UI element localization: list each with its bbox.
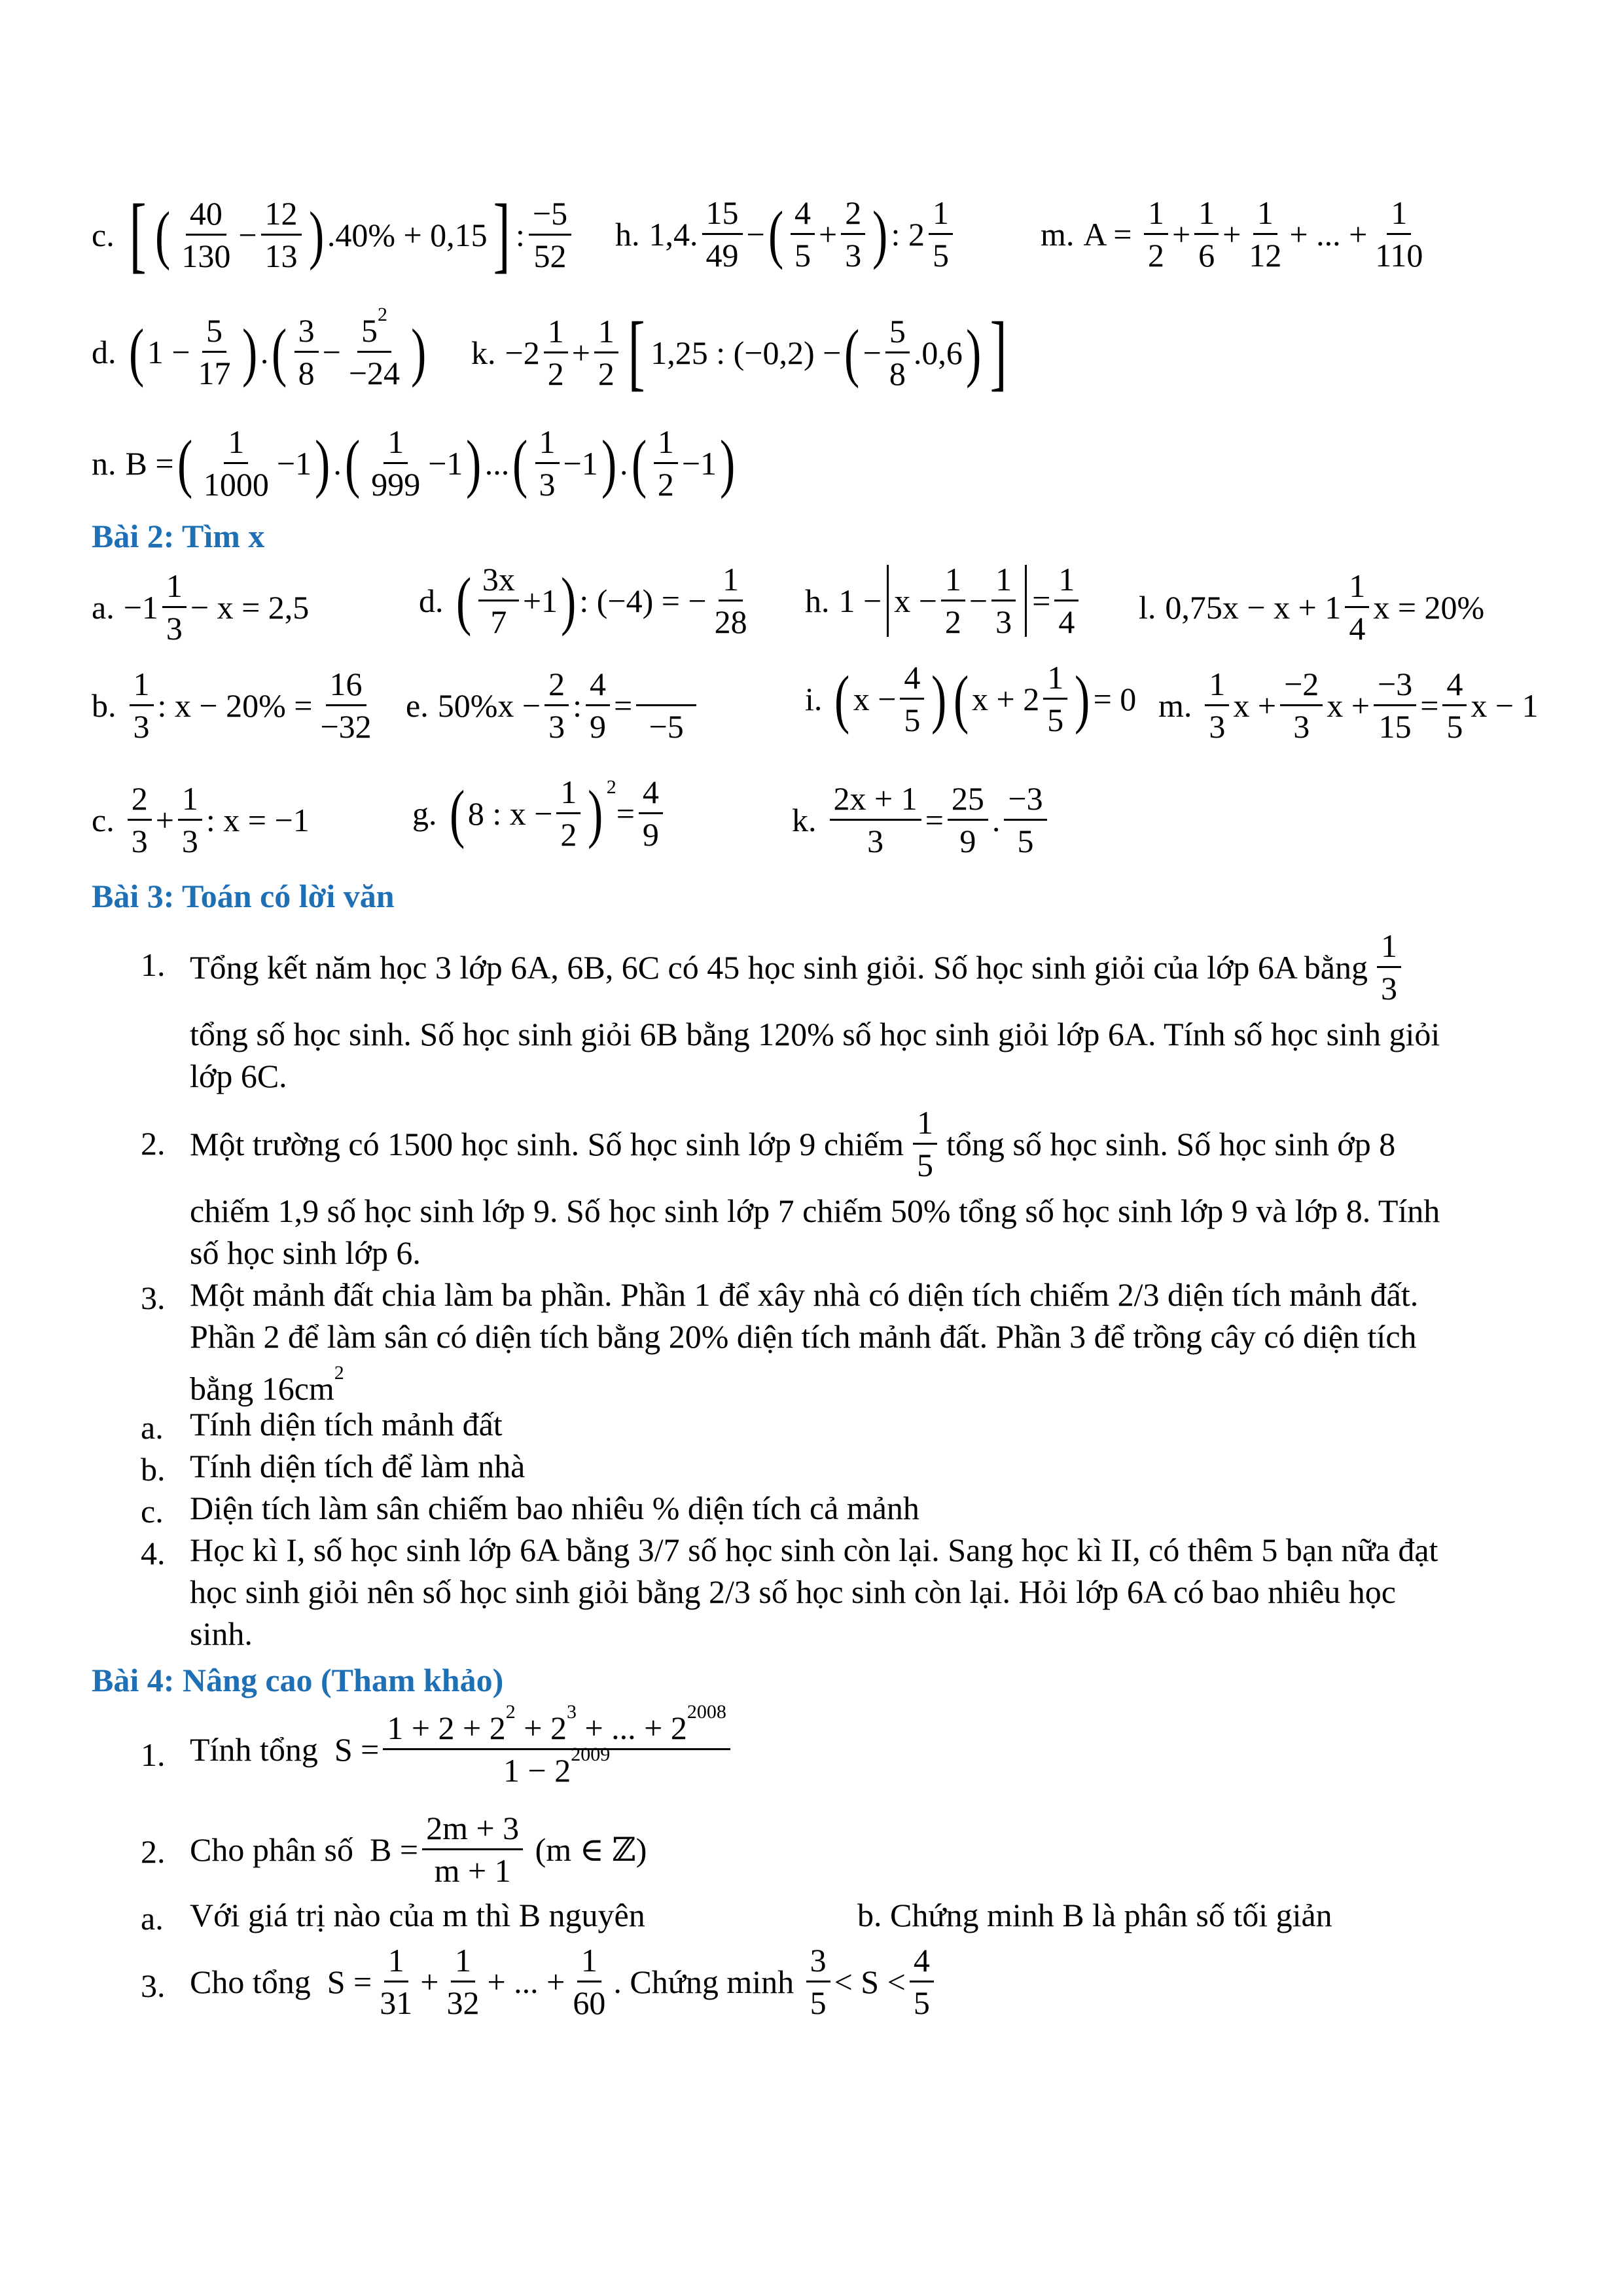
bai4-q1: Tính tổng S = $\frac{1 + 2 + 2^2 + 2^3 + ... + 2^{2008}}{1 - 2^{2009}}$ <box>190 1712 734 1787</box>
fraction: $\frac{1}{1000}$ <box>203 423 269 503</box>
fraction: $\frac{1}{60}$ <box>573 1942 606 2021</box>
fraction: $\frac{2m + 3}{m + 1}$ <box>422 1812 523 1887</box>
bai2-h: h. 1 − x − $\frac{1}{2}$ − $\frac{1}{3}$ = $\frac{1}{4}$ <box>805 563 1082 638</box>
fraction: $\frac{-5}{52}$ <box>529 197 571 272</box>
bai2-b: b. $\frac{1}{3}$ : x − 20% = $\frac{16}{-32}$ <box>92 668 380 743</box>
fraction: $\frac{1}{2}$ <box>594 315 618 390</box>
fraction: $\frac{-3}{15}$ <box>1374 668 1416 743</box>
fraction: $\frac{1}{5}$ <box>913 1106 937 1181</box>
fraction: $\frac{1}{4}$ <box>1345 569 1369 645</box>
bai2-c: c. $\frac{2}{3}$ + $\frac{1}{3}$ : x = −1 <box>92 780 310 859</box>
bai2-a: a. −1 $\frac{1}{3}$ − x = 2,5 <box>92 567 310 647</box>
fraction: $\frac{5}{8}$ <box>885 315 910 390</box>
fraction: $\frac{1}{3}$ <box>130 668 154 743</box>
bai2-g: g. ( 8 : x − $\frac{1}{2}$ ) 2 = $\frac{4}{9}$ <box>412 776 667 851</box>
bai3-p1-line3: lớp 6C. <box>190 1058 287 1094</box>
fraction: $\frac{1}{999}$ <box>371 423 421 503</box>
bai3-p2-line2: chiếm 1,9 số học sinh lớp 9. Số học sinh lớp 7 chiếm 50% tổng số học sinh lớp 9 và lớp 8. Tính <box>190 1193 1440 1229</box>
heading-bai-4: Bài 4: Nâng cao (Tham khảo) <box>92 1662 504 1698</box>
fraction: $\frac{4}{9}$ <box>586 668 610 743</box>
fraction: $\frac{1}{2}$ <box>654 425 678 501</box>
fraction: $\frac{25}{9}$ <box>948 782 988 857</box>
fraction: $\frac{1}{2}$ <box>544 315 568 390</box>
bai3-p2-line3: số học sinh lớp 6. <box>190 1234 421 1271</box>
bai2-i: i. ( x − $\frac{4}{5}$ ) ( x + 2 $\frac{1}{5}$ ) = 0 <box>805 659 1137 738</box>
heading-bai-2: Bài 2: Tìm x <box>92 518 265 554</box>
bai2-l: l. 0,75x − x + 1 $\frac{1}{4}$ x = 20% <box>1139 567 1485 647</box>
fraction: $\frac{4}{5}$ <box>1442 668 1467 743</box>
fraction: $\frac{3}{5}$ <box>806 1944 830 2019</box>
bai2-k: k. $\frac{2x + 1}{3}$ = $\frac{25}{9}$ . $\frac{-3}{5}$ <box>792 782 1051 857</box>
fraction: −5 <box>636 668 696 743</box>
fraction: $\frac{5}{17}$ <box>198 312 231 391</box>
bai3-p1-line1: Tổng kết năm học 3 lớp 6A, 6B, 6C có 45 học sinh giỏi. Số học sinh giỏi của lớp 6A bằng $\frac{1}{3}$ <box>190 929 1405 1005</box>
fraction: $\frac{12}{13}$ <box>261 197 302 272</box>
bai3-sub-c: Diện tích làm sân chiếm bao nhiêu % diện tích cả mảnh <box>190 1490 919 1526</box>
bai4-q3: Cho tổng S = $\frac{1}{31}$ + $\frac{1}{32}$ + ... + $\frac{1}{60}$ . Chứng minh $\frac{3}{5}$ < S < $\frac{4}{5}$ <box>190 1944 938 2019</box>
fraction: $\frac{1}{3}$ <box>1205 668 1229 743</box>
fraction: $\frac{4}{5}$ <box>791 196 815 272</box>
fraction: $\frac{1}{28}$ <box>714 561 747 640</box>
fraction: $\frac{-2}{3}$ <box>1280 668 1323 743</box>
label: c. <box>92 216 115 253</box>
fraction: $\frac{1}{32}$ <box>446 1942 480 2021</box>
fraction: $\frac{1}{3}$ <box>991 563 1016 638</box>
fraction: $\frac{1}{2}$ <box>1144 196 1168 272</box>
bai2-e: e. 50%x − $\frac{2}{3}$ : $\frac{4}{9}$ = −5 <box>406 668 700 743</box>
fraction: $\frac{2x + 1}{3}$ <box>830 782 921 857</box>
fraction: $\frac{1}{3}$ <box>535 425 560 501</box>
bai3-p4-line1: Học kì I, số học sinh lớp 6A bằng 3/7 số học sinh còn lại. Sang học kì II, có thêm 5 bạn nữa đạt <box>190 1532 1438 1568</box>
bai2-m: m. $\frac{1}{3}$ x + $\frac{-2}{3}$ x + $\frac{-3}{15}$ = $\frac{4}{5}$ x − 1 <box>1158 666 1539 745</box>
bai3-p4-line3: sinh. <box>190 1615 253 1652</box>
bai3-p3-line1: Một mảnh đất chia làm ba phần. Phần 1 để xây nhà có diện tích chiếm 2/3 diện tích mảnh đất. <box>190 1276 1419 1313</box>
bai3-p2-line1: Một trường có 1500 học sinh. Số học sinh lớp 9 chiếm $\frac{1}{5}$ tổng số học sinh. Số học sinh ớp 8 <box>190 1104 1396 1183</box>
fraction: $\frac{1}{5}$ <box>929 196 953 272</box>
fraction: $\frac{4}{5}$ <box>900 661 924 736</box>
fraction: $\frac{1}{3}$ <box>178 782 202 857</box>
bai1-n: n. B = ( $\frac{1}{1000}$ −1 ) . ( $\frac{1}{999}$ −1 ) ... ( $\frac{1}{3}$ −1 ) . ( $\frac{1}{2}$ −1 ) <box>92 423 736 503</box>
fraction: $\frac{5^2}{-24}$ <box>348 304 401 391</box>
fraction: $\frac{1}{3}$ <box>1377 929 1401 1005</box>
fraction: $\frac{1}{12}$ <box>1249 194 1282 274</box>
fraction: $\frac{1}{31}$ <box>380 1942 413 2021</box>
fraction: $\frac{3}{8}$ <box>294 314 319 389</box>
bai4-q2b: b. Chứng minh B là phân số tối giản <box>857 1897 1332 1933</box>
fraction: $\frac{16}{-32}$ <box>320 666 372 745</box>
bai3-sub-a: Tính diện tích mảnh đất <box>190 1406 503 1443</box>
fraction: $\frac{-3}{5}$ <box>1004 782 1046 857</box>
fraction: $\frac{1}{4}$ <box>1054 563 1079 638</box>
fraction: $\frac{1}{5}$ <box>1043 661 1067 736</box>
fraction: $\frac{1}{6}$ <box>1194 196 1219 272</box>
bai4-q2: Cho phân số B = $\frac{2m + 3}{m + 1}$ (m ∈ ℤ) <box>190 1810 647 1889</box>
fraction: $\frac{2}{3}$ <box>841 196 865 272</box>
fraction: $\frac{1}{2}$ <box>556 776 580 851</box>
bai1-c: c. [ ( $\frac{40}{130}$ − $\frac{12}{13}$ ) .40% + 0,15 ] : $\frac{-5}{52}$ <box>92 196 575 273</box>
fraction: $\frac{40}{130}$ <box>181 195 231 274</box>
bai3-sub-b: Tính diện tích để làm nhà <box>190 1448 526 1484</box>
item-number: 1. <box>141 946 166 983</box>
worksheet-page: c. [ ( $\frac{40}{130}$ − $\frac{12}{13}$ ) .40% + 0,15 ] : $\frac{-5}{52}$ h. 1,4. $\frac{15}{49}$ − ( $\frac{4}{5}$ + $\frac{2}{3}$ ) : 2 $\frac{1}{5}$ m. A = $\frac{1}{2}$ + $\frac{1}{6}$ + $\frac{1}{12}$ + ... + $\frac{1}{110}$ d. ( 1 − $\frac{5}{17}$ ) . ( $\frac{3}{8}$ − $\frac{5^2}{-24}$ ) k. −2 $\frac{1}{2}$ + $\frac{1}{2}$ [ 1,25 : (−0,2) − ( − $\frac{5}{8}$ .0,6 ) ] n. B = ( $\frac{1}{1000}$ −1 ) . ( $\frac{1}{999}$ −1 ) ... ( $\frac{1}{3}$ −1 ) . ( $\frac{1}{2}$ −1 ) Bài 2: Tìm x a. −1 $\frac{1}{3}$ − x = 2,5 d. ( $\frac{3x}{7}$ +1 ) : (−4) = − $\frac{1}{28}$ h. 1 − x − $\frac{1}{2}$ − $\frac{1}{3}$ = $\frac{1}{4}$ l. 0,75x − x + 1 $\frac{1}{4}$ x = 20% b. $\frac{1}{3}$ : x − 20% = $\frac{16}{-32}$ e. 50%x − $\frac{2}{3}$ : $\frac{4}{9}$ = −5 i. ( x − $\frac{4}{5}$ ) ( x + 2 $\frac{1}{5}$ ) = 0 m. $\frac{1}{3}$ x + $\frac{-2}{3}$ x + $\frac{-3}{15}$ = $\frac{4}{5}$ x − 1 c. $\frac{2}{3}$ + $\frac{1}{3}$ : x = −1 g. ( 8 : x − $\frac{1}{2}$ ) 2 = $\frac{4}{9}$ k. $\frac{2x + 1}{3}$ = $\frac{25}{9}$ . $\frac{-3}{5}$ Bài 3: Toán có lời văn 1. Tổng kết năm học 3 lớp 6A, 6B, 6C có 45 học sinh giỏi. Số học sinh giỏi của lớp 6A bằng $\frac{1}{3}$ tổng số học sinh. Số học sinh giỏi 6B bằng 120% số học sinh giỏi lớp 6A. Tính số học sinh giỏi lớp 6C. 2. Một trường có 1500 học sinh. Số học sinh lớp 9 chiếm $\frac{1}{5}$ tổng số học sinh. Số học sinh ớp 8 chiếm 1,9 số học sinh lớp 9. Số học sinh lớp 7 chiếm 50% tổng số học sinh lớp 9 và lớp 8. Tính số học sinh lớp 6. 3. Một mảnh đất chia làm ba phần. Phần 1 để xây nhà có diện tích chiếm 2/3 diện tích mảnh đất. Phần 2 để làm sân có diện tích bằng 20% diện tích mảnh đất. Phần 3 để trồng cây có diện tích bằng $16cm^2$ a. Tính diện tích mảnh đất b. Tính diện tích để làm nhà c. Diện tích làm sân chiếm bao nhiêu % diện tích cả mảnh 4. Học kì I, số học sinh lớp 6A bằng 3/7 số học sinh còn lại. Sang học kì II, có thêm 5 bạn nữa đạt học sinh giỏi nên số học sinh giỏi bằng 2/3 số học sinh còn lại. Hỏi lớp 6A có bao nhiêu học sinh. Bài 4: Nâng cao (Tham khảo) 1. Tính tổng S = $\frac{1 + 2 + 2^2 + 2^3 + ... + 2^{2008}}{1 - 2^{2009}}$ 2. Cho phân số B = $\frac{2m + 3}{m + 1}$ (m ∈ ℤ) a. Với giá trị nào của m thì B nguyên b. Chứng minh B là phân số tối giản 3. Cho tổng S = $\frac{1}{31}$ + $\frac{1}{32}$ + ... + $\frac{1}{60}$ . Chứng minh $\frac{3}{5}$ < S < $\frac{4}{5}$ <box>92 187 1539 2021</box>
fraction: $\frac{2}{3}$ <box>544 668 569 743</box>
fraction: $\frac{15}{49}$ <box>702 196 743 272</box>
bai3-p1-line2: tổng số học sinh. Số học sinh giỏi 6B bằng 120% số học sinh giỏi lớp 6A. Tính số học sinh giỏi <box>190 1016 1440 1052</box>
fraction: $\frac{1}{110}$ <box>1375 194 1423 274</box>
fraction: $\frac{3x}{7}$ <box>478 563 519 638</box>
bai4-q2a: Với giá trị nào của m thì B nguyên <box>190 1897 645 1933</box>
fraction: $\frac{1}{2}$ <box>941 563 965 638</box>
fraction: $\frac{1 + 2 + 2^2 + 2^3 + ... + 2^{2008}}{1 - 2^{2009}}$ <box>383 1712 730 1787</box>
bai1-d: d. ( 1 − $\frac{5}{17}$ ) . ( $\frac{3}{8}$ − $\frac{5^2}{-24}$ ) <box>92 304 427 391</box>
bai3-p4-line2: học sinh giỏi nên số học sinh giỏi bằng 2/3 số học sinh còn lại. Hỏi lớp 6A có bao nhiêu học <box>190 1573 1396 1610</box>
bai1-h: h. 1,4. $\frac{15}{49}$ − ( $\frac{4}{5}$ + $\frac{2}{3}$ ) : 2 $\frac{1}{5}$ <box>615 196 957 272</box>
bai1-m: m. A = $\frac{1}{2}$ + $\frac{1}{6}$ + $\frac{1}{12}$ + ... + $\frac{1}{110}$ <box>1041 196 1431 272</box>
bai3-p3-line3: bằng $16cm^2$ <box>190 1362 344 1407</box>
fraction: $\frac{4}{5}$ <box>910 1944 934 2019</box>
bai1-k: k. −2 $\frac{1}{2}$ + $\frac{1}{2}$ [ 1,25 : (−0,2) − ( − $\frac{5}{8}$ .0,6 ) ] <box>471 305 1007 399</box>
fraction: $\frac{2}{3}$ <box>128 782 152 857</box>
bai3-p3-line2: Phần 2 để làm sân có diện tích bằng 20% diện tích mảnh đất. Phần 3 để trồng cây có diện tích <box>190 1318 1417 1355</box>
heading-bai-3: Bài 3: Toán có lời văn <box>92 878 395 914</box>
fraction: $\frac{4}{9}$ <box>639 776 663 851</box>
fraction: $\frac{1}{3}$ <box>162 569 187 645</box>
bai2-d: d. ( $\frac{3x}{7}$ +1 ) : (−4) = − $\frac{1}{28}$ <box>419 563 755 638</box>
